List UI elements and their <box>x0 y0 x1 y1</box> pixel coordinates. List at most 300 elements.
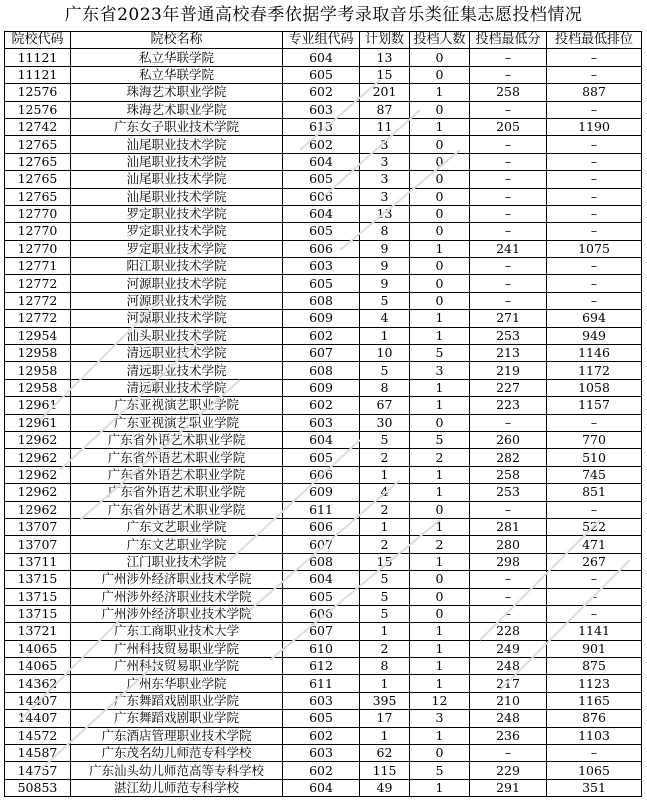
cell-min-score: – <box>470 605 547 622</box>
cell-admitted-count: 1 <box>410 240 470 257</box>
cell-plan-count: 5 <box>360 605 410 622</box>
cell-admitted-count: 3 <box>410 362 470 379</box>
cell-min-score: – <box>470 414 547 431</box>
cell-min-rank: – <box>547 223 642 240</box>
cell-min-rank: – <box>547 605 642 622</box>
cell-min-rank: 770 <box>547 431 642 448</box>
cell-plan-count: 9 <box>360 258 410 275</box>
cell-min-score: – <box>470 136 547 153</box>
cell-school-code: 12765 <box>5 153 71 170</box>
cell-min-score: – <box>470 66 547 83</box>
cell-min-rank: 1190 <box>547 118 642 135</box>
cell-school-name: 汕尾职业技术学院 <box>71 171 283 188</box>
header-admitted-count: 投档人数 <box>410 32 470 49</box>
header-row <box>5 32 642 49</box>
header-min-rank: 投档最低排位 <box>547 32 642 49</box>
cell-school-code: 14587 <box>5 745 71 762</box>
cell-min-score: 258 <box>470 466 547 483</box>
cell-min-rank: – <box>547 153 642 170</box>
cell-school-name: 阳江职业技术学院 <box>71 258 283 275</box>
cell-plan-count: 3 <box>360 153 410 170</box>
cell-min-rank: 887 <box>547 84 642 101</box>
cell-admitted-count: 0 <box>410 101 470 118</box>
cell-major-group-code: 609 <box>283 484 360 501</box>
cell-admitted-count: 1 <box>410 327 470 344</box>
cell-school-code: 14572 <box>5 727 71 744</box>
table-row <box>5 310 642 327</box>
cell-school-code: 12765 <box>5 171 71 188</box>
cell-school-name: 汕头职业技术学院 <box>71 327 283 344</box>
table-row <box>5 710 642 727</box>
cell-min-score: 228 <box>470 623 547 640</box>
cell-min-rank: 471 <box>547 536 642 553</box>
table-row <box>5 101 642 118</box>
cell-school-code: 11121 <box>5 49 71 66</box>
table-row <box>5 84 642 101</box>
cell-min-score: 229 <box>470 762 547 779</box>
cell-plan-count: 5 <box>360 292 410 309</box>
cell-school-name: 广东舞蹈戏剧职业学院 <box>71 692 283 709</box>
cell-min-score: 210 <box>470 692 547 709</box>
cell-plan-count: 5 <box>360 588 410 605</box>
cell-plan-count: 115 <box>360 762 410 779</box>
cell-min-rank: – <box>547 275 642 292</box>
table-row <box>5 623 642 640</box>
cell-plan-count: 15 <box>360 553 410 570</box>
cell-school-code: 12962 <box>5 484 71 501</box>
cell-school-code: 14407 <box>5 692 71 709</box>
cell-plan-count: 2 <box>360 640 410 657</box>
table-row <box>5 240 642 257</box>
cell-min-score: 219 <box>470 362 547 379</box>
cell-min-rank: – <box>547 136 642 153</box>
cell-major-group-code: 602 <box>283 397 360 414</box>
cell-plan-count: 49 <box>360 779 410 796</box>
cell-major-group-code: 612 <box>283 658 360 675</box>
cell-min-score: 217 <box>470 675 547 692</box>
cell-min-rank: 901 <box>547 640 642 657</box>
cell-major-group-code: 604 <box>283 571 360 588</box>
cell-min-rank: – <box>547 101 642 118</box>
cell-school-code: 12958 <box>5 345 71 362</box>
cell-major-group-code: 604 <box>283 153 360 170</box>
cell-school-code: 14065 <box>5 640 71 657</box>
cell-plan-count: 8 <box>360 223 410 240</box>
cell-min-rank: 694 <box>547 310 642 327</box>
cell-school-name: 广东舞蹈戏剧职业学院 <box>71 710 283 727</box>
cell-school-code: 14362 <box>5 675 71 692</box>
cell-major-group-code: 606 <box>283 466 360 483</box>
cell-admitted-count: 0 <box>410 49 470 66</box>
header-plan-count: 计划数 <box>360 32 410 49</box>
table-row <box>5 605 642 622</box>
cell-school-name: 汕尾职业技术学院 <box>71 136 283 153</box>
cell-plan-count: 1 <box>360 623 410 640</box>
table-row <box>5 66 642 83</box>
table-row <box>5 136 642 153</box>
cell-min-score: – <box>470 745 547 762</box>
cell-school-name: 广东汕头幼儿师范高等专科学校 <box>71 762 283 779</box>
table-row <box>5 49 642 66</box>
cell-plan-count: 5 <box>360 431 410 448</box>
cell-major-group-code: 604 <box>283 205 360 222</box>
cell-plan-count: 1 <box>360 518 410 535</box>
cell-plan-count: 1 <box>360 327 410 344</box>
cell-plan-count: 3 <box>360 171 410 188</box>
cell-school-code: 12576 <box>5 84 71 101</box>
cell-plan-count: 67 <box>360 397 410 414</box>
cell-min-score: 223 <box>470 397 547 414</box>
cell-major-group-code: 611 <box>283 675 360 692</box>
cell-min-score: – <box>470 153 547 170</box>
table-row <box>5 449 642 466</box>
cell-min-score: 248 <box>470 710 547 727</box>
cell-major-group-code: 608 <box>283 553 360 570</box>
cell-min-score: 281 <box>470 518 547 535</box>
cell-major-group-code: 606 <box>283 518 360 535</box>
cell-min-score: 291 <box>470 779 547 796</box>
cell-min-score: 282 <box>470 449 547 466</box>
cell-min-score: – <box>470 223 547 240</box>
cell-school-code: 14065 <box>5 658 71 675</box>
cell-min-score: 253 <box>470 484 547 501</box>
table-row <box>5 658 642 675</box>
cell-school-name: 广州涉外经济职业技术学院 <box>71 571 283 588</box>
cell-min-rank: – <box>547 66 642 83</box>
cell-school-name: 广东茂名幼儿师范专科学校 <box>71 745 283 762</box>
cell-school-name: 汕尾职业技术学院 <box>71 188 283 205</box>
cell-school-code: 12961 <box>5 414 71 431</box>
cell-min-rank: 1058 <box>547 379 642 396</box>
cell-min-rank: – <box>547 588 642 605</box>
cell-min-score: – <box>470 101 547 118</box>
cell-school-code: 12961 <box>5 397 71 414</box>
table-row <box>5 327 642 344</box>
cell-plan-count: 1 <box>360 675 410 692</box>
cell-admitted-count: 0 <box>410 205 470 222</box>
cell-min-score: – <box>470 275 547 292</box>
cell-min-rank: – <box>547 745 642 762</box>
cell-plan-count: 1 <box>360 727 410 744</box>
cell-min-score: – <box>470 588 547 605</box>
cell-school-code: 13707 <box>5 518 71 535</box>
cell-admitted-count: 0 <box>410 605 470 622</box>
cell-school-code: 13715 <box>5 605 71 622</box>
cell-school-code: 50853 <box>5 779 71 796</box>
cell-major-group-code: 602 <box>283 84 360 101</box>
cell-school-code: 14407 <box>5 710 71 727</box>
header-school-code: 院校代码 <box>5 32 71 49</box>
cell-min-score: 248 <box>470 658 547 675</box>
cell-min-rank: 1141 <box>547 623 642 640</box>
cell-major-group-code: 605 <box>283 171 360 188</box>
table-row <box>5 745 642 762</box>
cell-min-score: 260 <box>470 431 547 448</box>
cell-min-score: 249 <box>470 640 547 657</box>
cell-school-code: 12962 <box>5 431 71 448</box>
cell-school-name: 广州科技贸易职业学院 <box>71 658 283 675</box>
cell-school-code: 12772 <box>5 292 71 309</box>
cell-plan-count: 5 <box>360 362 410 379</box>
cell-school-name: 罗定职业技术学院 <box>71 240 283 257</box>
cell-admitted-count: 1 <box>410 623 470 640</box>
header-school-name: 院校名称 <box>71 32 283 49</box>
cell-admitted-count: 0 <box>410 571 470 588</box>
cell-admitted-count: 2 <box>410 449 470 466</box>
cell-school-name: 私立华联学院 <box>71 49 283 66</box>
cell-school-name: 广东文艺职业学院 <box>71 536 283 553</box>
cell-min-rank: 267 <box>547 553 642 570</box>
cell-major-group-code: 602 <box>283 327 360 344</box>
cell-min-score: 253 <box>470 327 547 344</box>
cell-admitted-count: 5 <box>410 762 470 779</box>
cell-major-group-code: 609 <box>283 379 360 396</box>
cell-admitted-count: 0 <box>410 292 470 309</box>
cell-school-name: 广州涉外经济职业技术学院 <box>71 605 283 622</box>
cell-school-code: 13715 <box>5 571 71 588</box>
cell-major-group-code: 603 <box>283 692 360 709</box>
table-row <box>5 640 642 657</box>
cell-admitted-count: 0 <box>410 414 470 431</box>
cell-admitted-count: 1 <box>410 118 470 135</box>
cell-admitted-count: 0 <box>410 66 470 83</box>
cell-admitted-count: 5 <box>410 345 470 362</box>
cell-plan-count: 2 <box>360 449 410 466</box>
cell-major-group-code: 613 <box>283 118 360 135</box>
cell-major-group-code: 602 <box>283 136 360 153</box>
cell-min-score: – <box>470 501 547 518</box>
cell-min-score: 236 <box>470 727 547 744</box>
cell-school-name: 广州涉外经济职业技术学院 <box>71 588 283 605</box>
cell-min-rank: 1103 <box>547 727 642 744</box>
cell-admitted-count: 12 <box>410 692 470 709</box>
cell-admitted-count: 0 <box>410 223 470 240</box>
cell-plan-count: 11 <box>360 118 410 135</box>
cell-min-rank: – <box>547 292 642 309</box>
cell-school-code: 12962 <box>5 501 71 518</box>
table-row <box>5 501 642 518</box>
cell-school-code: 13715 <box>5 588 71 605</box>
table-row <box>5 205 642 222</box>
cell-school-name: 广东省外语艺术职业学院 <box>71 449 283 466</box>
cell-school-name: 广州东华职业学院 <box>71 675 283 692</box>
table-row <box>5 779 642 796</box>
cell-plan-count: 87 <box>360 101 410 118</box>
cell-min-rank: 1146 <box>547 345 642 362</box>
cell-admitted-count: 0 <box>410 745 470 762</box>
cell-major-group-code: 605 <box>283 223 360 240</box>
cell-major-group-code: 603 <box>283 101 360 118</box>
cell-plan-count: 4 <box>360 310 410 327</box>
cell-major-group-code: 603 <box>283 414 360 431</box>
cell-school-code: 12770 <box>5 205 71 222</box>
cell-school-code: 12770 <box>5 240 71 257</box>
cell-admitted-count: 0 <box>410 501 470 518</box>
cell-school-name: 河源职业技术学院 <box>71 275 283 292</box>
table-row <box>5 292 642 309</box>
cell-school-name: 罗定职业技术学院 <box>71 223 283 240</box>
cell-plan-count: 17 <box>360 710 410 727</box>
cell-min-score: 298 <box>470 553 547 570</box>
cell-plan-count: 30 <box>360 414 410 431</box>
cell-major-group-code: 603 <box>283 745 360 762</box>
cell-admitted-count: 1 <box>410 727 470 744</box>
cell-min-rank: – <box>547 414 642 431</box>
table-row <box>5 518 642 535</box>
cell-major-group-code: 608 <box>283 362 360 379</box>
cell-school-code: 12954 <box>5 327 71 344</box>
cell-min-rank: 745 <box>547 466 642 483</box>
cell-school-name: 河源职业技术学院 <box>71 310 283 327</box>
cell-school-name: 广东女子职业技术学院 <box>71 118 283 135</box>
cell-plan-count: 13 <box>360 49 410 66</box>
cell-min-rank: – <box>547 205 642 222</box>
table-row <box>5 692 642 709</box>
cell-admitted-count: 5 <box>410 431 470 448</box>
cell-school-name: 罗定职业技术学院 <box>71 205 283 222</box>
cell-school-name: 河源职业技术学院 <box>71 292 283 309</box>
table-row <box>5 118 642 135</box>
cell-min-score: 280 <box>470 536 547 553</box>
cell-school-name: 珠海艺术职业学院 <box>71 101 283 118</box>
cell-school-name: 广东亚视演艺职业学院 <box>71 414 283 431</box>
header-major-group-code: 专业组代码 <box>283 32 360 49</box>
cell-admitted-count: 0 <box>410 588 470 605</box>
table-row <box>5 727 642 744</box>
table-row <box>5 571 642 588</box>
cell-plan-count: 3 <box>360 136 410 153</box>
cell-major-group-code: 602 <box>283 762 360 779</box>
cell-min-score: 271 <box>470 310 547 327</box>
cell-major-group-code: 609 <box>283 310 360 327</box>
cell-admitted-count: 0 <box>410 188 470 205</box>
cell-min-score: 227 <box>470 379 547 396</box>
cell-min-score: – <box>470 571 547 588</box>
table-row <box>5 379 642 396</box>
cell-min-score: 258 <box>470 84 547 101</box>
table-row <box>5 431 642 448</box>
cell-admitted-count: 1 <box>410 466 470 483</box>
cell-school-code: 13707 <box>5 536 71 553</box>
cell-school-name: 广东工商职业技术大学 <box>71 623 283 640</box>
cell-admitted-count: 1 <box>410 518 470 535</box>
cell-admitted-count: 1 <box>410 658 470 675</box>
cell-admitted-count: 1 <box>410 310 470 327</box>
cell-school-name: 广东省外语艺术职业学院 <box>71 466 283 483</box>
cell-min-rank: 1157 <box>547 397 642 414</box>
header-min-score: 投档最低分 <box>470 32 547 49</box>
page-title: 广东省2023年普通高校春季依据学考录取音乐类征集志愿投档情况 <box>64 5 583 25</box>
cell-plan-count: 9 <box>360 240 410 257</box>
cell-min-rank: – <box>547 501 642 518</box>
cell-plan-count: 5 <box>360 571 410 588</box>
cell-major-group-code: 605 <box>283 275 360 292</box>
cell-school-code: 12576 <box>5 101 71 118</box>
cell-plan-count: 4 <box>360 484 410 501</box>
cell-min-score: – <box>470 205 547 222</box>
table-row <box>5 275 642 292</box>
cell-school-name: 私立华联学院 <box>71 66 283 83</box>
cell-admitted-count: 1 <box>410 640 470 657</box>
cell-major-group-code: 602 <box>283 727 360 744</box>
table-row <box>5 153 642 170</box>
cell-admitted-count: 1 <box>410 484 470 501</box>
cell-school-name: 清远职业技术学院 <box>71 362 283 379</box>
cell-major-group-code: 606 <box>283 240 360 257</box>
cell-major-group-code: 604 <box>283 779 360 796</box>
cell-admitted-count: 1 <box>410 553 470 570</box>
cell-admitted-count: 1 <box>410 779 470 796</box>
cell-school-code: 12958 <box>5 362 71 379</box>
cell-admitted-count: 1 <box>410 84 470 101</box>
cell-major-group-code: 604 <box>283 431 360 448</box>
cell-major-group-code: 605 <box>283 66 360 83</box>
cell-school-name: 广东省外语艺术职业学院 <box>71 431 283 448</box>
cell-plan-count: 62 <box>360 745 410 762</box>
table-row <box>5 762 642 779</box>
cell-min-rank: 876 <box>547 710 642 727</box>
admission-table <box>4 31 642 797</box>
table-row <box>5 171 642 188</box>
cell-major-group-code: 606 <box>283 605 360 622</box>
cell-min-rank: 1075 <box>547 240 642 257</box>
cell-plan-count: 3 <box>360 188 410 205</box>
cell-min-rank: 1172 <box>547 362 642 379</box>
cell-min-rank: – <box>547 171 642 188</box>
cell-min-score: – <box>470 188 547 205</box>
cell-min-score: – <box>470 171 547 188</box>
cell-school-name: 广东省外语艺术职业学院 <box>71 501 283 518</box>
cell-plan-count: 9 <box>360 275 410 292</box>
cell-min-score: – <box>470 49 547 66</box>
cell-major-group-code: 604 <box>283 49 360 66</box>
cell-min-rank: 851 <box>547 484 642 501</box>
cell-admitted-count: 2 <box>410 536 470 553</box>
cell-school-code: 13711 <box>5 553 71 570</box>
table-row <box>5 258 642 275</box>
cell-school-code: 13721 <box>5 623 71 640</box>
cell-school-name: 广州科技贸易职业学院 <box>71 640 283 657</box>
cell-plan-count: 13 <box>360 205 410 222</box>
cell-min-score: – <box>470 292 547 309</box>
cell-major-group-code: 605 <box>283 710 360 727</box>
cell-min-score: – <box>470 258 547 275</box>
cell-school-name: 广东省外语艺术职业学院 <box>71 484 283 501</box>
cell-min-rank: 1165 <box>547 692 642 709</box>
cell-admitted-count: 1 <box>410 397 470 414</box>
cell-school-code: 12958 <box>5 379 71 396</box>
cell-plan-count: 201 <box>360 84 410 101</box>
cell-admitted-count: 0 <box>410 275 470 292</box>
cell-min-score: 205 <box>470 118 547 135</box>
cell-major-group-code: 607 <box>283 345 360 362</box>
table-row <box>5 675 642 692</box>
cell-school-name: 珠海艺术职业学院 <box>71 84 283 101</box>
cell-major-group-code: 603 <box>283 258 360 275</box>
table-row <box>5 188 642 205</box>
table-row <box>5 466 642 483</box>
table-row <box>5 345 642 362</box>
cell-min-rank: 1123 <box>547 675 642 692</box>
cell-school-name: 广东亚视演艺职业学院 <box>71 397 283 414</box>
cell-admitted-count: 1 <box>410 379 470 396</box>
cell-min-score: 213 <box>470 345 547 362</box>
table-row <box>5 553 642 570</box>
cell-school-code: 12962 <box>5 466 71 483</box>
cell-school-name: 清远职业技术学院 <box>71 379 283 396</box>
cell-major-group-code: 606 <box>283 188 360 205</box>
cell-school-name: 汕尾职业技术学院 <box>71 153 283 170</box>
